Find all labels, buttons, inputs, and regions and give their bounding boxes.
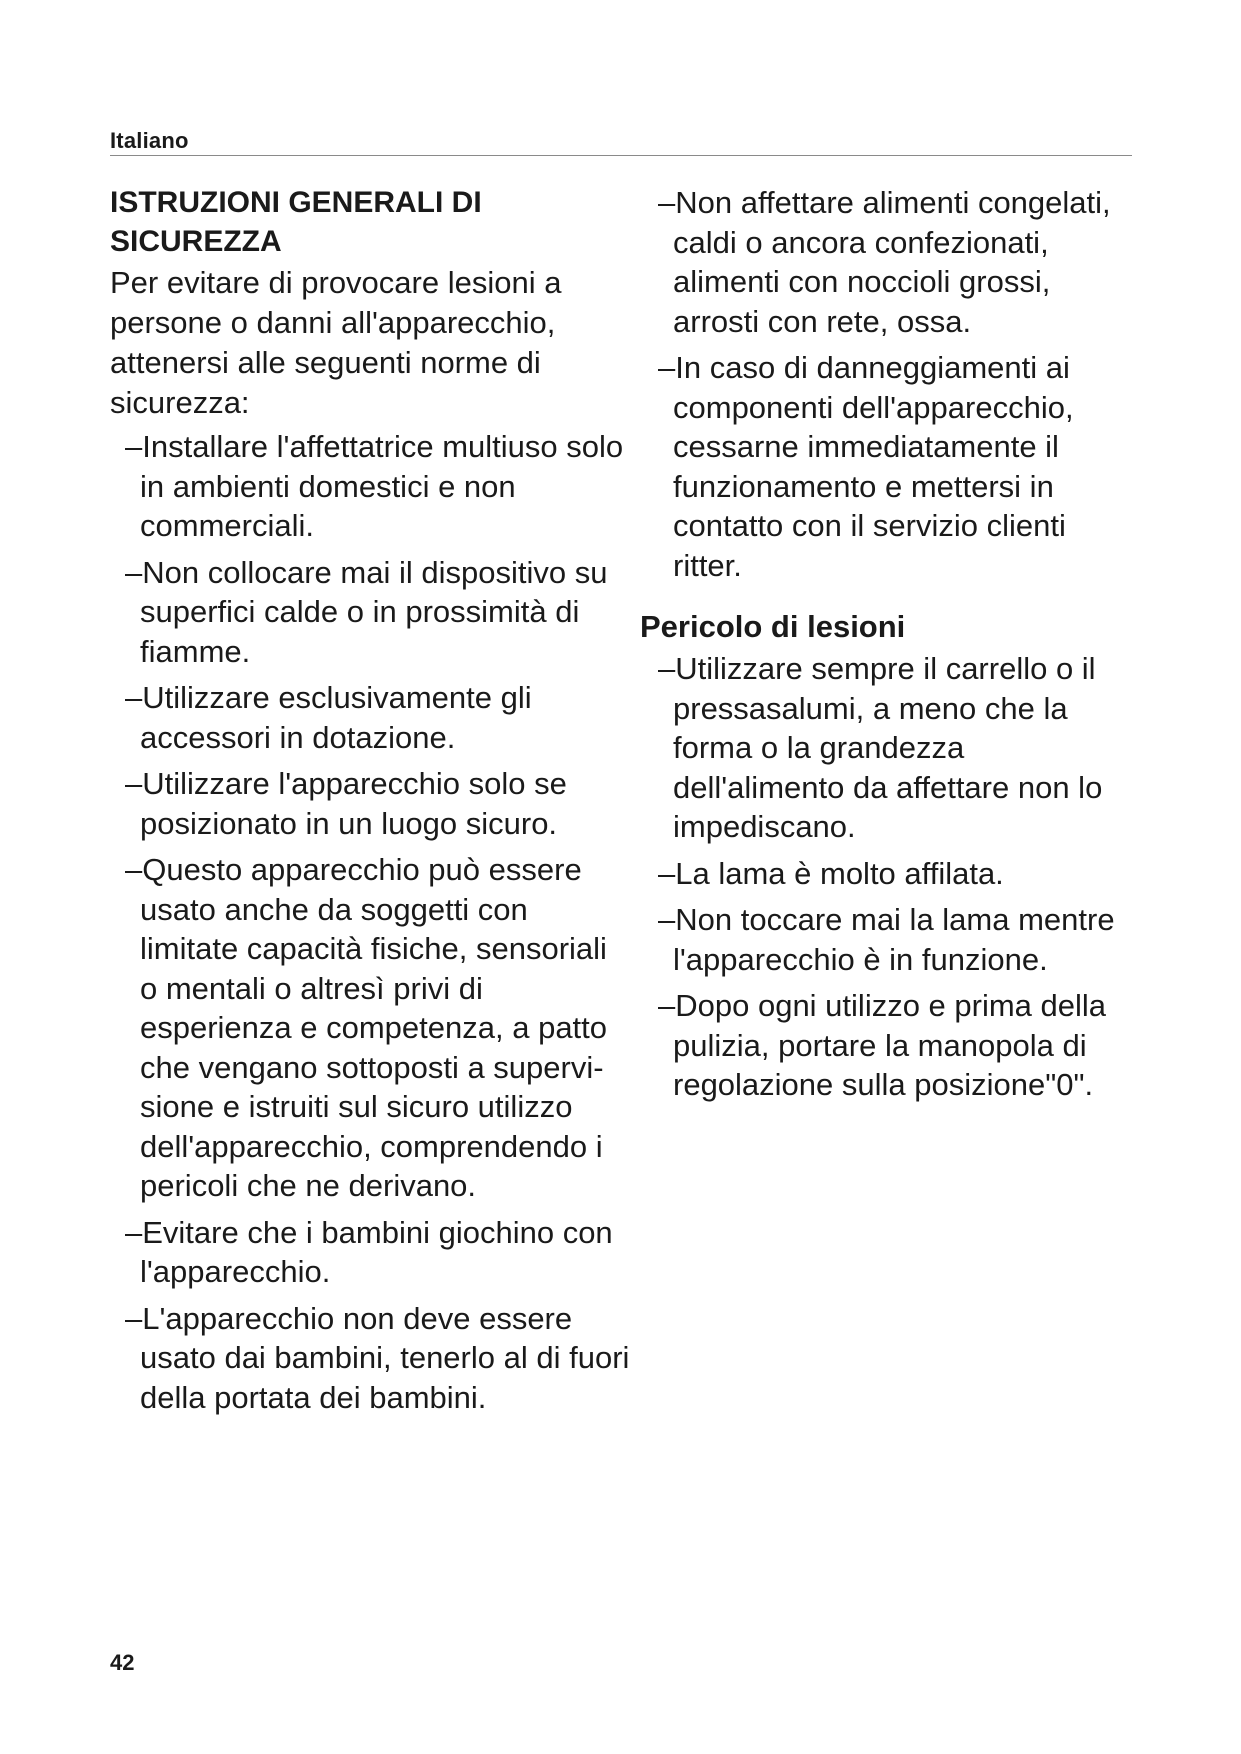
section-title (110, 183, 570, 261)
list-item: –In caso di danneggiamenti ai componenti dell'apparecchio, cessarne immediatamente il funzionamento e mettersi in contatto con il servizio clienti ritter. (658, 350, 1074, 583)
list-item: –Utilizzare l'apparecchio solo se posizionato in un luogo sicuro. (125, 766, 567, 841)
left-safety-list (110, 427, 630, 1417)
right-safety-list (640, 183, 1140, 585)
right-column (640, 183, 1140, 1112)
list-item: –La lama è molto affilata. (658, 855, 1004, 891)
intro-paragraph: Per evitare di provocare lesioni a persone o danni all'apparecchio, attenersi alle seguenti norme di sicurezza: (110, 265, 562, 420)
list-item: –L'apparecchio non deve essere usato dai bambini, tenerlo al di fuori della portata dei bambini. (125, 1300, 630, 1415)
header-divider (110, 155, 1132, 156)
section-title-line2: SICUREZZA (110, 225, 282, 258)
list-item: –Questo apparecchio può essere usato anche da soggetti con limitate capacità fisiche, sensoriali o mentali o altresì privi di esperienza e competenza, a patto che vengano sottoposti a supervisione e istruiti sul sicuro utilizzo dell'apparecchio, comprendendo i pericoli che ne derivano. (125, 852, 608, 1203)
section-title-line1: ISTRUZIONI GENERALI DI (110, 186, 482, 219)
list-item: –Installare l'affettatrice multiuso solo in ambienti domestici e non commerciali. (125, 429, 624, 543)
list-item: –Non affettare alimenti congelati, caldi o ancora confezionati, alimenti con noccioli grossi, arrosti con rete, ossa. (658, 185, 1111, 339)
list-item: –Dopo ogni utilizzo e prima della pulizia, portare la manopola di regolazione sulla posizione"0". (658, 988, 1107, 1102)
page-number: 42 (110, 1650, 135, 1675)
injury-danger-list (640, 649, 1140, 1105)
left-column (110, 183, 630, 1424)
list-item: –Evitare che i bambini giochino con l'apparecchio. (125, 1214, 613, 1289)
header-language: Italiano (110, 128, 189, 153)
list-item: –Non toccare mai la lama mentre l'apparecchio è in funzione. (658, 902, 1115, 977)
list-item: –Utilizzare sempre il carrello o il pressasalumi, a meno che la forma o la grandezza dell'alimento da affettare non lo impediscano. (658, 651, 1103, 844)
list-item: –Utilizzare esclusivamente gli accessori in dotazione. (125, 680, 532, 755)
injury-danger-heading: Pericolo di lesioni (640, 609, 906, 644)
list-item: –Non collocare mai il dispositivo su superfici calde o in prossimità di fiamme. (125, 554, 608, 669)
